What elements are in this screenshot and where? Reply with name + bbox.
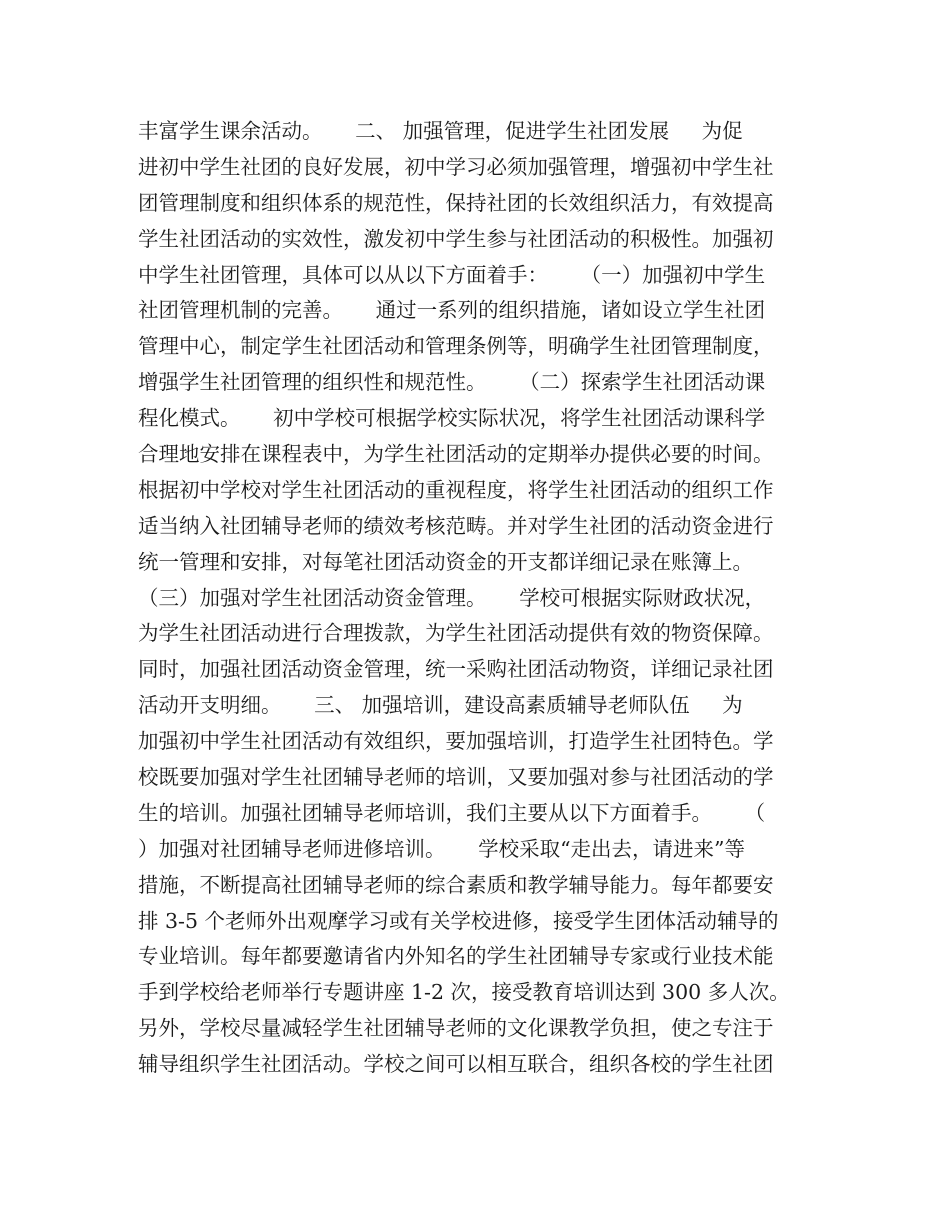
body-text (138, 114, 818, 1083)
text-line: 统一管理和安排，对每笔社团活动资金的开支都详细记录在账簿上。 (138, 549, 753, 574)
text-line: 程化模式。 初中学校可根据学校实际状况，将学生社团活动课科学 (138, 406, 766, 431)
text-line: 学生社团活动的实效性，激发初中学生参与社团活动的积极性。加强初 (138, 226, 774, 251)
text-line: 生的培训。加强社团辅导老师培训，我们主要从以下方面着手。 （ (138, 800, 766, 825)
text-line: 加强初中学生社团活动有效组织，要加强培训，打造学生社团特色。学 (138, 729, 774, 754)
text-line: 为学生社团活动进行合理拨款，为学生社团活动提供有效的物资保障。 (138, 621, 774, 646)
text-line: 校既要加强对学生社团辅导老师的培训，又要加强对参与社团活动的学 (138, 765, 774, 790)
text-line: 中学生社团管理，具体可以从以下方面着手： （一）加强初中学生 (138, 262, 766, 287)
text-line: 合理地安排在课程表中，为学生社团活动的定期举办提供必要的时间。 (138, 442, 774, 467)
text-line: 辅导组织学生社团活动。学校之间可以相互联合，组织各校的学生社团 (138, 1052, 774, 1077)
text-line: （三）加强对学生社团活动资金管理。 学校可根据实际财政状况， (138, 585, 766, 610)
text-line: 活动开支明细。 三、 加强培训，建设高素质辅导老师队伍 为 (138, 693, 743, 718)
text-line: 排 3-5 个老师外出观摩学习或有关学校进修，接受学生团体活动辅导的 (138, 908, 779, 933)
text-line: 同时，加强社团活动资金管理，统一采购社团活动物资，详细记录社团 (138, 657, 774, 682)
text-line: 适当纳入社团辅导老师的绩效考核范畴。并对学生社团的活动资金进行 (138, 513, 774, 538)
text-line: 丰富学生课余活动。 二、 加强管理，促进学生社团发展 为促 (138, 119, 743, 143)
text-line: 专业培训。每年都要邀请省内外知名的学生社团辅导专家或行业技术能 (138, 944, 774, 969)
text-line: 管理中心，制定学生社团活动和管理条例等，明确学生社团管理制度， (138, 334, 774, 359)
text-line: 根据初中学校对学生社团活动的重视程度，将学生社团活动的组织工作 (138, 477, 774, 502)
text-line: 团管理制度和组织体系的规范性，保持社团的长效组织活力，有效提高 (138, 190, 774, 215)
text-line: 进初中学生社团的良好发展，初中学习必须加强管理，增强初中学生社 (138, 154, 774, 179)
text-line: 措施，不断提高社团辅导老师的综合素质和教学辅导能力。每年都要安 (138, 872, 774, 897)
text-line: 手到学校给老师举行专题讲座 1-2 次，接受教育培训达到 300 多人次。 (138, 980, 790, 1005)
text-line: 社团管理机制的完善。 通过一系列的组织措施，诸如设立学生社团 (138, 298, 766, 323)
text-line: 增强学生社团管理的组织性和规范性。 （二）探索学生社团活动课 (138, 370, 766, 395)
text-line: 另外，学校尽量减轻学生社团辅导老师的文化课教学负担，使之专注于 (138, 1016, 774, 1041)
text-line: ）加强对社团辅导老师进修培训。 学校采取“走出去，请进来”等 (138, 836, 746, 861)
